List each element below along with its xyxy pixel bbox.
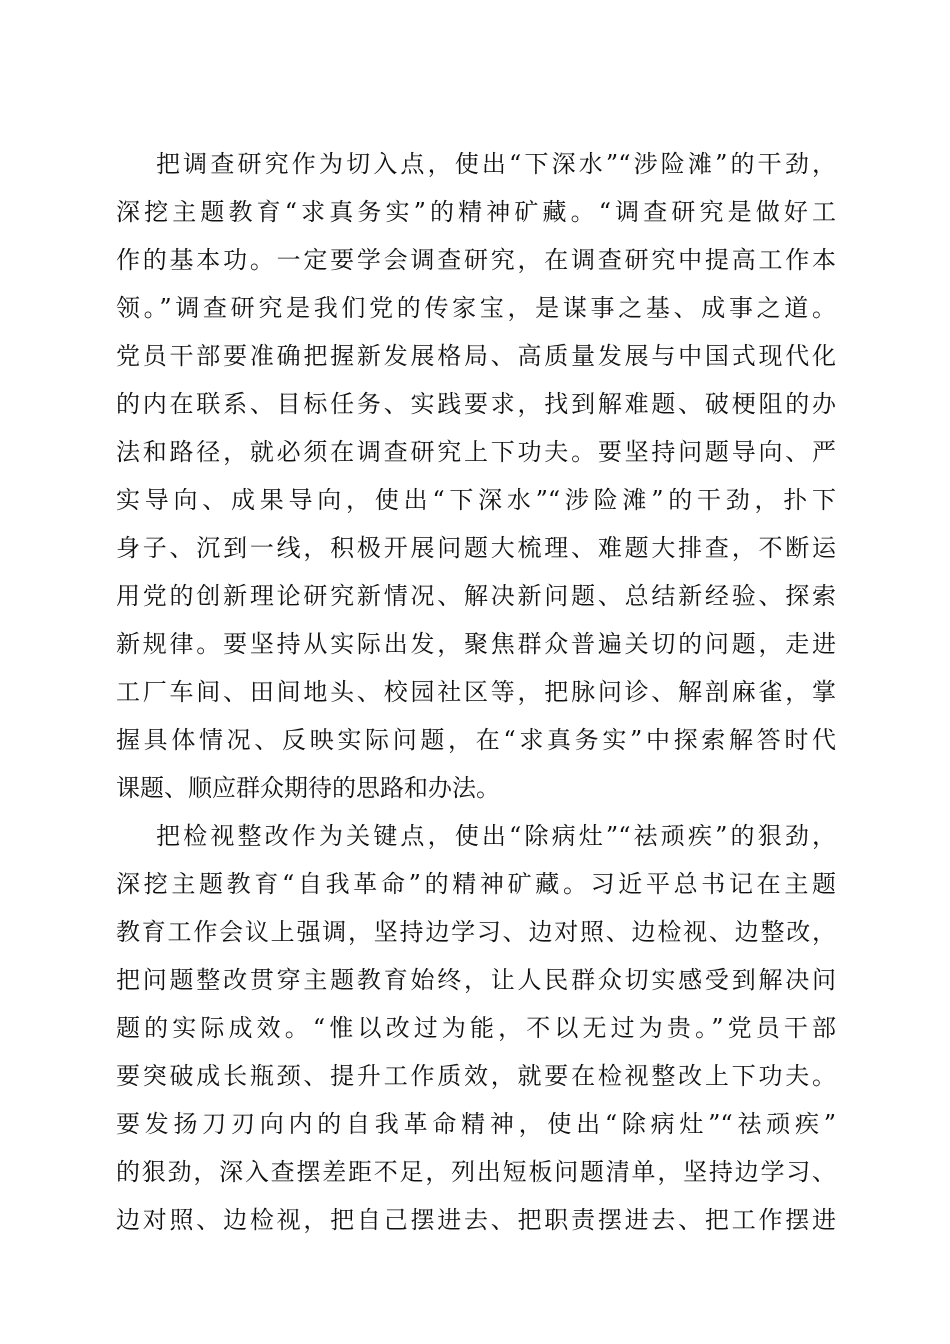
paragraph-1-line-1: 把调查研究作为切入点，使出“下深水”“涉险滩”的干劲， [156,150,836,178]
paragraph-2-line-3: 教育工作会议上强调，坚持边学习、边对照、边检视、边整改， [116,918,836,946]
paragraph-1-line-13: 握具体情况、反映实际问题，在“求真务实”中探索解答时代 [116,726,836,754]
body-text [116,140,836,1244]
paragraph-1-line-5: 党员干部要准确把握新发展格局、高质量发展与中国式现代化 [116,342,836,370]
paragraph-1-line-9: 身子、沉到一线，积极开展问题大梳理、难题大排查，不断运 [116,534,836,562]
paragraph-1-line-4: 领。”调查研究是我们党的传家宝，是谋事之基、成事之道。 [116,294,836,322]
paragraph-2-line-2: 深挖主题教育“自我革命”的精神矿藏。习近平总书记在主题 [116,870,836,898]
paragraph-1-line-6: 的内在联系、目标任务、实践要求，找到解难题、破梗阻的办 [116,390,836,418]
paragraph-2-line-8: 的狠劲，深入查摆差距不足，列出短板问题清单，坚持边学习、 [116,1158,836,1186]
paragraph-1-line-10: 用党的创新理论研究新情况、解决新问题、总结新经验、探索 [116,582,836,610]
paragraph-2-line-9: 边对照、边检视，把自己摆进去、把职责摆进去、把工作摆进 [116,1206,836,1234]
paragraph-1-line-7: 法和路径，就必须在调查研究上下功夫。要坚持问题导向、严 [116,438,836,466]
paragraph-2-line-1: 把检视整改作为关键点，使出“除病灶”“祛顽疾”的狠劲， [156,822,836,850]
paragraph-2-line-6: 要突破成长瓶颈、提升工作质效，就要在检视整改上下功夫。 [116,1062,836,1090]
paragraph-1-line-14: 课题、顺应群众期待的思路和办法。 [116,774,500,802]
paragraph-1-line-11: 新规律。要坚持从实际出发，聚焦群众普遍关切的问题，走进 [116,630,836,658]
paragraph-2-line-7: 要发扬刀刃向内的自我革命精神，使出“除病灶”“祛顽疾” [116,1110,836,1138]
paragraph-1-line-8: 实导向、成果导向，使出“下深水”“涉险滩”的干劲，扑下 [116,486,836,514]
paragraph-2-line-4: 把问题整改贯穿主题教育始终，让人民群众切实感受到解决问 [116,966,836,994]
paragraph-1-line-2: 深挖主题教育“求真务实”的精神矿藏。“调查研究是做好工 [116,198,836,226]
paragraph-1-line-12: 工厂车间、田间地头、校园社区等，把脉问诊、解剖麻雀，掌 [116,678,836,706]
paragraph-2-line-5: 题的实际成效。“惟以改过为能，不以无过为贵。”党员干部 [116,1014,836,1042]
paragraph-1-line-3: 作的基本功。一定要学会调查研究，在调查研究中提高工作本 [116,246,836,274]
